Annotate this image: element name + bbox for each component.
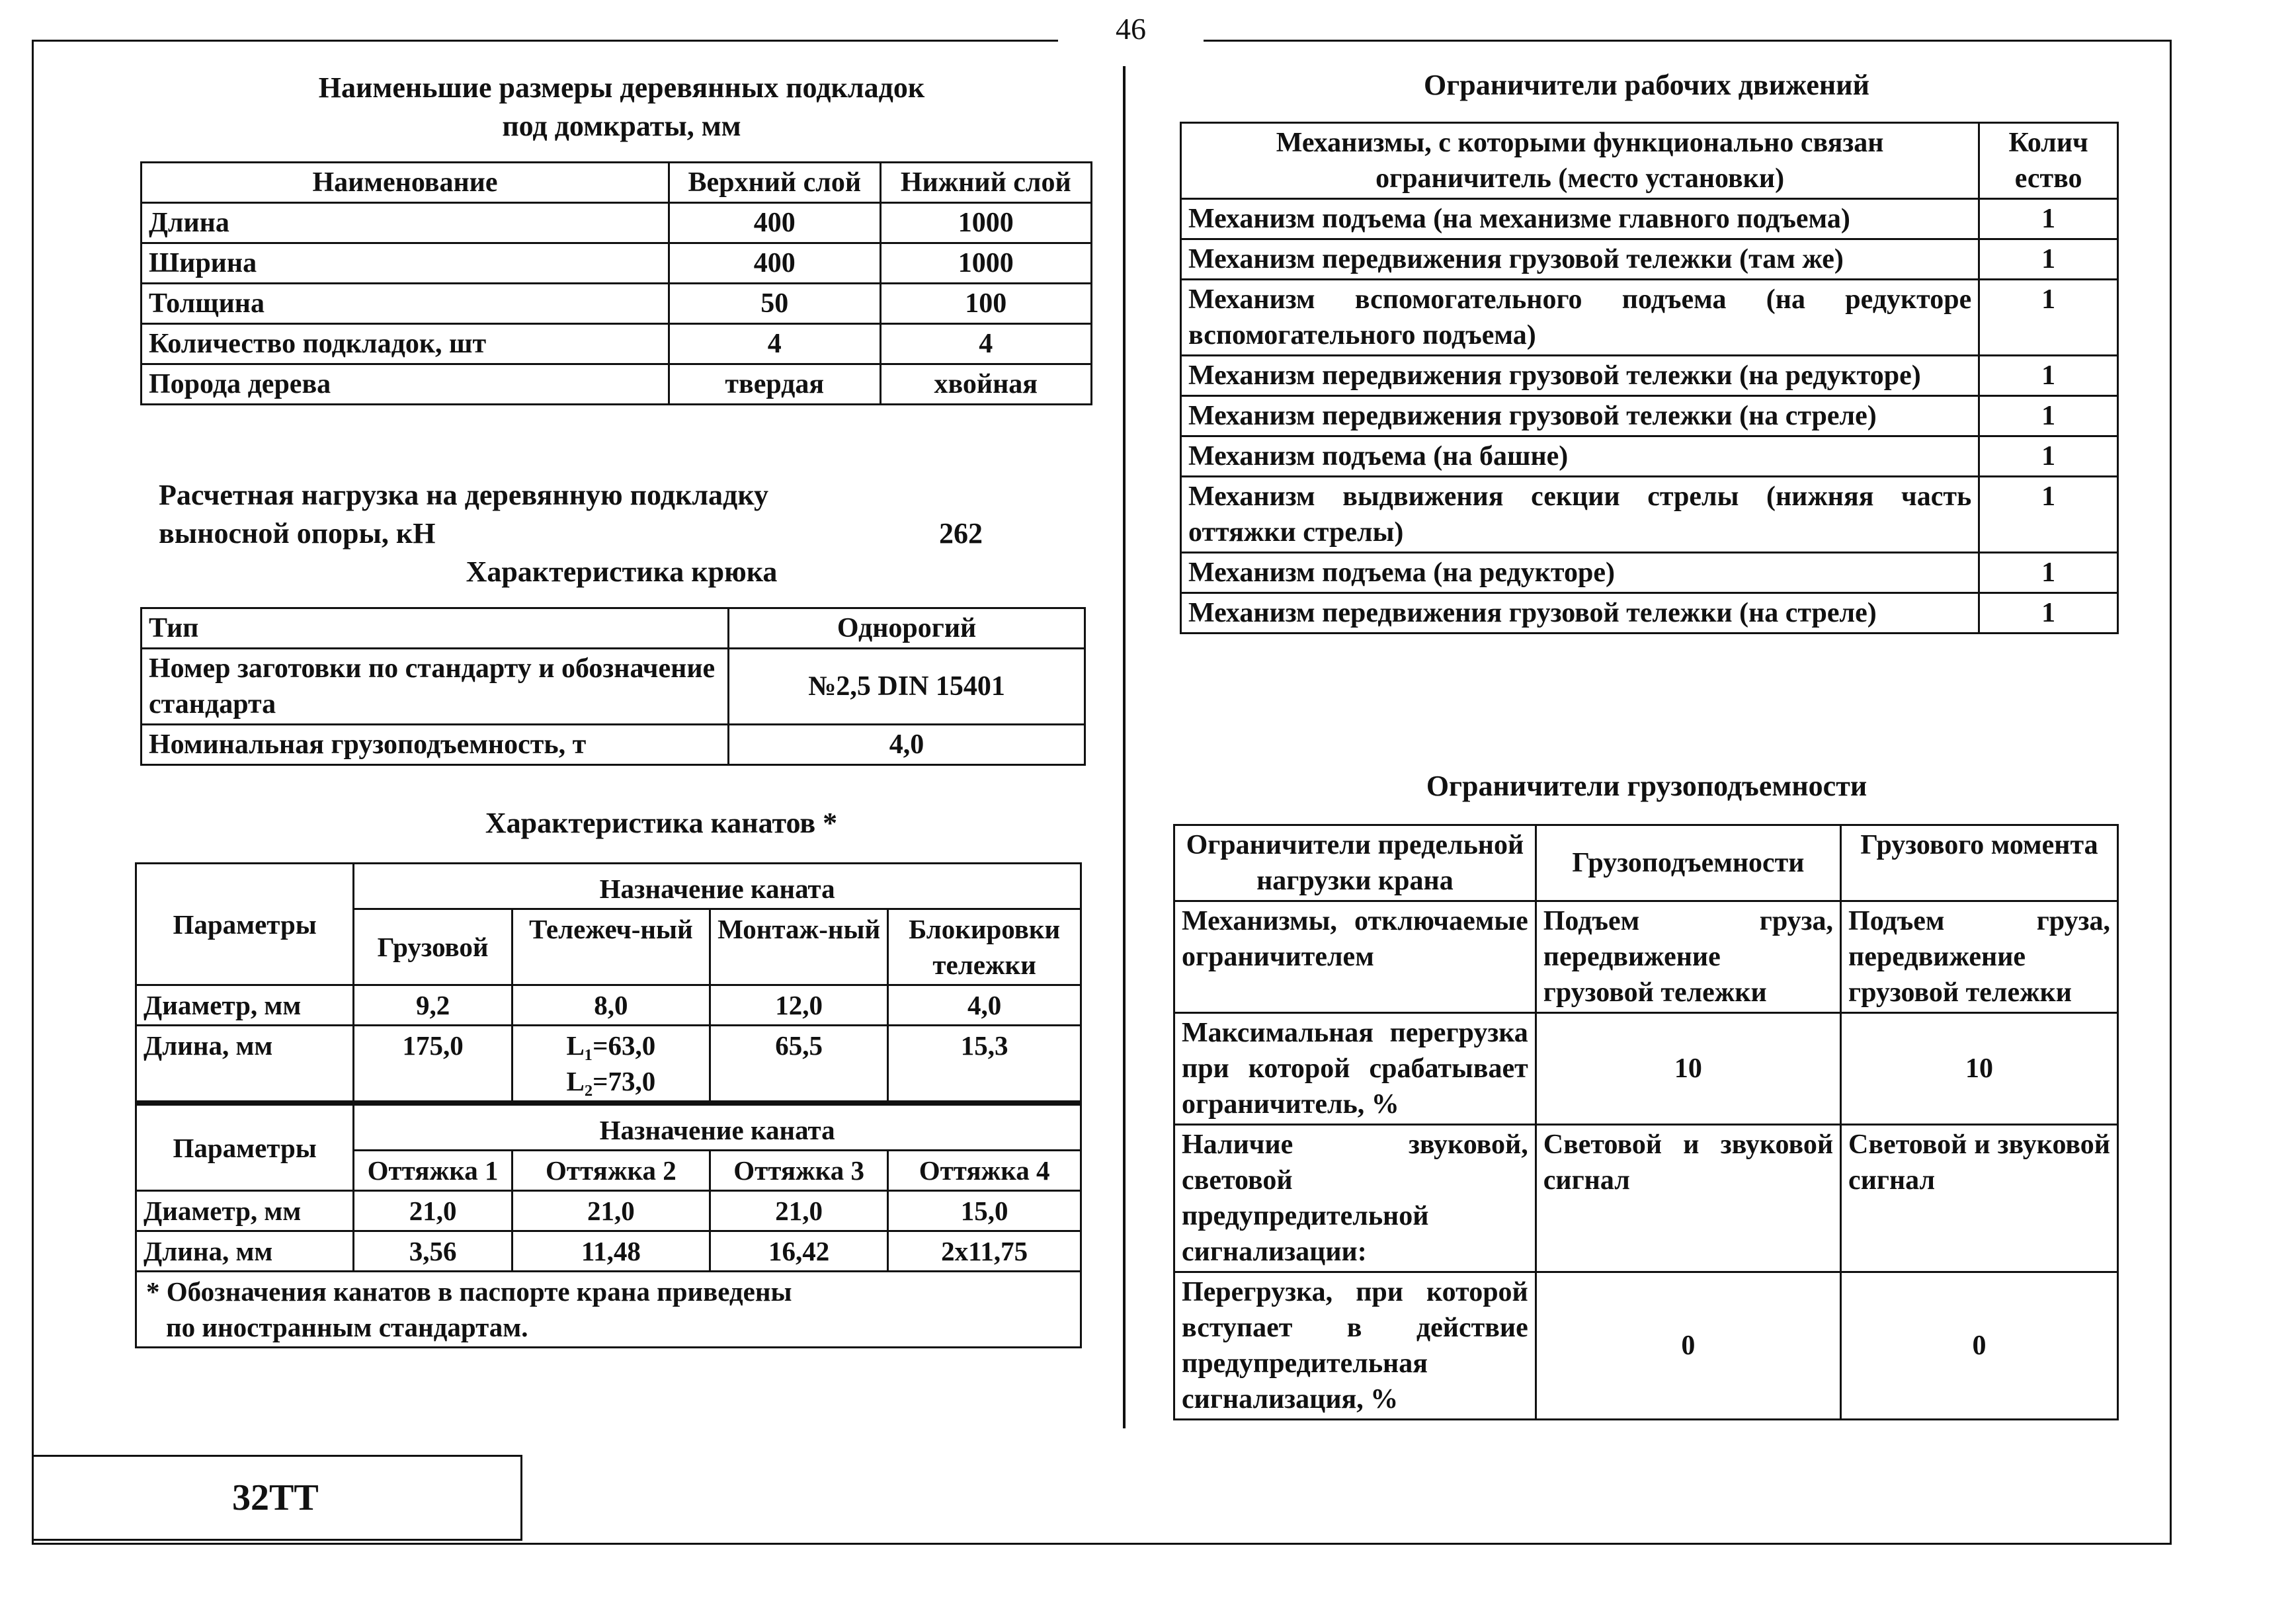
cell: 1	[1979, 239, 2118, 280]
table-row	[142, 608, 1085, 649]
cell: 10	[1841, 1013, 2118, 1125]
cell: твердая	[669, 364, 880, 405]
capacity-title: Ограничители грузоподъемности	[1426, 770, 1867, 802]
cell: Механизм передвижения грузовой тележки (на стреле)	[1181, 593, 1979, 634]
cell: Механизм подъема (на механизме главного подъема)	[1181, 199, 1979, 239]
length-l2: L₂=73,0	[566, 1066, 656, 1096]
table-row	[142, 649, 1085, 725]
ropes-table	[135, 862, 1082, 1348]
header-cell: Оттяжка 2	[512, 1151, 710, 1191]
cell: 4,0	[729, 725, 1085, 765]
cell: 10	[1536, 1013, 1840, 1125]
header-cell: Колич ество	[1979, 123, 2118, 199]
header-cell: Верхний слой	[669, 163, 880, 203]
cell: 1	[1979, 477, 2118, 553]
cell: 12,0	[710, 985, 887, 1026]
cell: Однорогий	[729, 608, 1085, 649]
calc-load-value: 262	[939, 517, 983, 550]
cell: Ширина	[142, 243, 669, 284]
note-line2: по иностранным стандартам.	[166, 1312, 528, 1342]
header-cell: Грузового момента	[1841, 825, 2118, 901]
limiters-table	[1180, 122, 2119, 634]
calc-load	[159, 476, 1018, 553]
cell: 15,0	[888, 1191, 1081, 1231]
cell: Световой и звуковой сигнал	[1841, 1125, 2118, 1272]
cell: 21,0	[512, 1191, 710, 1231]
table-row	[1181, 477, 2118, 553]
table-row	[1174, 1125, 2118, 1272]
table-row	[1174, 901, 2118, 1013]
table-row	[142, 324, 1092, 364]
purpose-label: Назначение каната	[354, 1103, 1081, 1151]
purpose-label: Назначение каната	[354, 864, 1081, 909]
cell: Перегрузка, при которой вступает в действие предупредительная сигнализация, %	[1174, 1272, 1536, 1420]
cell: 8,0	[512, 985, 710, 1026]
cell: 21,0	[354, 1191, 512, 1231]
ropes-title: Характеристика канатов *	[485, 807, 838, 839]
cell: Номинальная грузоподъемность, т	[142, 725, 729, 765]
header-cell: Грузовой	[354, 909, 512, 985]
table-row	[136, 1026, 1081, 1104]
cell: Механизм передвижения грузовой тележки (там же)	[1181, 239, 1979, 280]
cell	[512, 1026, 710, 1104]
cell: 1	[1979, 280, 2118, 356]
table-row	[1174, 1013, 2118, 1125]
header-cell: Грузоподъемности	[1536, 825, 1840, 901]
table-row	[1181, 553, 2118, 593]
cell: 3,56	[354, 1231, 512, 1272]
pads-title-line2: под домкраты, мм	[502, 110, 741, 142]
pads-table	[140, 161, 1092, 405]
cell: Максимальная перегрузка при которой срабатывает ограничитель, %	[1174, 1013, 1536, 1125]
table-row	[1181, 280, 2118, 356]
cell: 1	[1979, 356, 2118, 396]
cell: 9,2	[354, 985, 512, 1026]
header-cell: Механизмы, с которыми функционально связан ограничитель (место установки)	[1181, 123, 1979, 199]
cell: Подъем груза, передвижение грузовой тележки	[1536, 901, 1840, 1013]
pads-title-line1: Наименьшие размеры деревянных подкладок	[318, 71, 925, 104]
table-row	[142, 284, 1092, 324]
cell: 1	[1979, 199, 2118, 239]
cell: 400	[669, 243, 880, 284]
cell: 0	[1536, 1272, 1840, 1420]
cell: Номер заготовки по стандарту и обозначение стандарта	[142, 649, 729, 725]
table-row	[136, 864, 1081, 909]
cell: Механизмы, отключаемые ограничителем	[1174, 901, 1536, 1013]
cell: Световой и звуковой сигнал	[1536, 1125, 1840, 1272]
params-label: Параметры	[136, 1103, 354, 1191]
cell: Длина	[142, 203, 669, 243]
cell: 4,0	[888, 985, 1081, 1026]
column-divider	[1123, 66, 1126, 1428]
rope-note	[136, 1272, 1081, 1348]
cell: №2,5 DIN 15401	[729, 649, 1085, 725]
note-row	[136, 1272, 1081, 1348]
params-label: Параметры	[136, 864, 354, 985]
header-cell: Тележеч-ный	[512, 909, 710, 985]
cell: Наличие звуковой, световой предупредительной сигнализации:	[1174, 1125, 1536, 1272]
table-row	[142, 364, 1092, 405]
table-row	[136, 1191, 1081, 1231]
capacity-table	[1173, 824, 2119, 1420]
cell: Тип	[142, 608, 729, 649]
cell: 1	[1979, 553, 2118, 593]
pads-title	[159, 69, 1085, 145]
note-line1: * Обозначения канатов в паспорте крана приведены	[146, 1276, 792, 1307]
cell: 11,48	[512, 1231, 710, 1272]
length-l1: L₁=63,0	[566, 1030, 656, 1061]
cell: 4	[880, 324, 1091, 364]
table-row	[136, 985, 1081, 1026]
limiters-title: Ограничители рабочих движений	[1424, 69, 1869, 101]
header-cell: Монтаж-ный	[710, 909, 887, 985]
table-row	[1181, 593, 2118, 634]
cell: 16,42	[710, 1231, 887, 1272]
cell: хвойная	[880, 364, 1091, 405]
cell: Подъем груза, передвижение грузовой тележки	[1841, 901, 2118, 1013]
table-row	[1181, 356, 2118, 396]
cell: Количество подкладок, шт	[142, 324, 669, 364]
table-row	[142, 725, 1085, 765]
calc-load-line2: выносной опоры, кН	[159, 517, 436, 550]
cell: 50	[669, 284, 880, 324]
table-row	[136, 1231, 1081, 1272]
hook-table	[140, 607, 1086, 766]
table-row	[136, 1103, 1081, 1151]
cell: 1000	[880, 203, 1091, 243]
cell: Длина, мм	[136, 1231, 354, 1272]
table-row	[1174, 1272, 2118, 1420]
cell: Диаметр, мм	[136, 985, 354, 1026]
document-stamp: 32TT	[32, 1455, 522, 1541]
cell: 400	[669, 203, 880, 243]
header-cell: Нижний слой	[880, 163, 1091, 203]
header-cell: Оттяжка 3	[710, 1151, 887, 1191]
cell: Длина, мм	[136, 1026, 354, 1104]
cell: 1	[1979, 436, 2118, 477]
cell: 175,0	[354, 1026, 512, 1104]
cell: 2х11,75	[888, 1231, 1081, 1272]
cell: Толщина	[142, 284, 669, 324]
table-header-row	[1181, 123, 2118, 199]
calc-load-line1: Расчетная нагрузка на деревянную подкладку	[159, 479, 769, 511]
page-number: 46	[1058, 11, 1204, 48]
table-row	[1181, 396, 2118, 436]
hook-title: Характеристика крюка	[466, 555, 778, 588]
cell: 1	[1979, 593, 2118, 634]
cell: Диаметр, мм	[136, 1191, 354, 1231]
table-header-row	[142, 163, 1092, 203]
table-row	[1181, 239, 2118, 280]
header-cell: Ограничители предельной нагрузки крана	[1174, 825, 1536, 901]
header-cell: Оттяжка 4	[888, 1151, 1081, 1191]
table-row	[1181, 199, 2118, 239]
header-cell: Оттяжка 1	[354, 1151, 512, 1191]
cell: 21,0	[710, 1191, 887, 1231]
table-row	[1181, 436, 2118, 477]
cell: 1	[1979, 396, 2118, 436]
cell: Механизм вспомогательного подъема (на редукторе вспомогательного подъема)	[1181, 280, 1979, 356]
table-row	[142, 203, 1092, 243]
table-header-row	[1174, 825, 2118, 901]
cell: 15,3	[888, 1026, 1081, 1104]
cell: 0	[1841, 1272, 2118, 1420]
table-row	[142, 243, 1092, 284]
header-cell: Блокировки тележки	[888, 909, 1081, 985]
header-cell: Наименование	[142, 163, 669, 203]
cell: 100	[880, 284, 1091, 324]
cell: Механизм подъема (на башне)	[1181, 436, 1979, 477]
cell: 1000	[880, 243, 1091, 284]
cell: Порода дерева	[142, 364, 669, 405]
cell: 4	[669, 324, 880, 364]
cell: Механизм подъема (на редукторе)	[1181, 553, 1979, 593]
cell: Механизм передвижения грузовой тележки (на стреле)	[1181, 396, 1979, 436]
cell: 65,5	[710, 1026, 887, 1104]
cell: Механизм передвижения грузовой тележки (на редукторе)	[1181, 356, 1979, 396]
cell: Механизм выдвижения секции стрелы (нижняя часть оттяжки стрелы)	[1181, 477, 1979, 553]
